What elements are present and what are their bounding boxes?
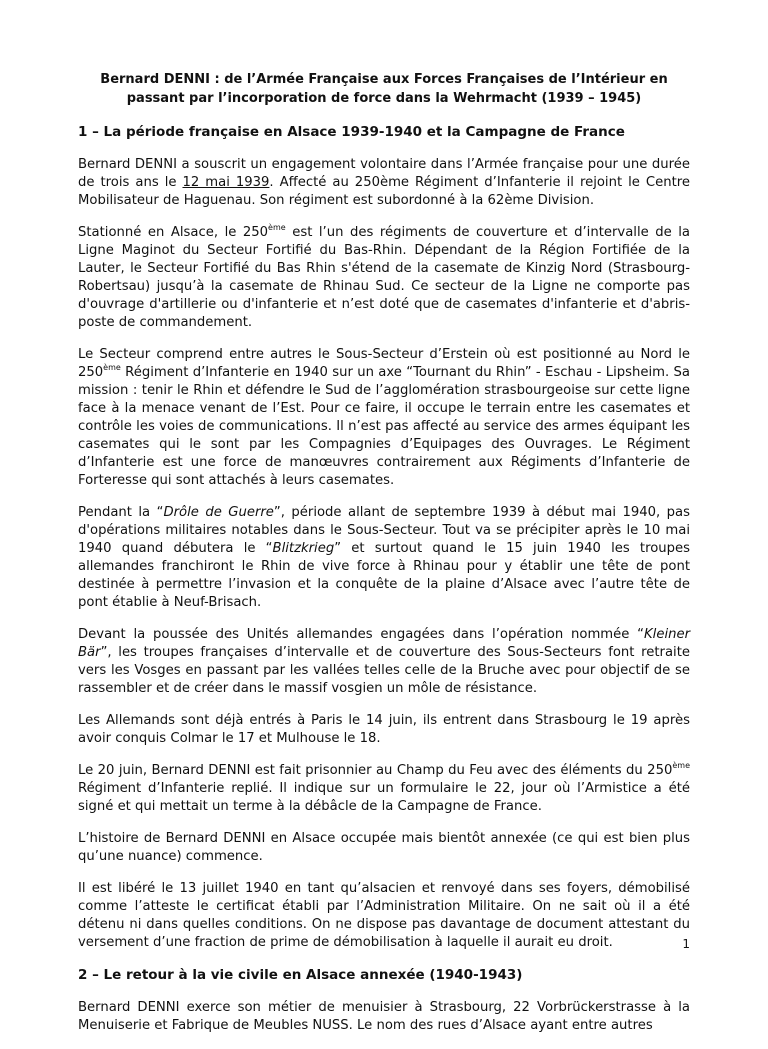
text: Stationné en Alsace, le 250 xyxy=(78,225,269,240)
text: Régiment d’Infanterie replié. Il indique sur un formulaire le 22, jour où l’Armistice a été signé et qui mettait un terme à la débâcle de la Campagne de France. xyxy=(78,781,690,814)
paragraph-6: Les Allemands sont déjà entrés à Paris le 14 juin, ils entrent dans Strasbourg le 19 après avoir conquis Colmar le 17 et Mulhouse le 18. xyxy=(78,713,690,746)
document-title xyxy=(78,70,690,108)
paragraph-10: Bernard DENNI exerce son métier de menuisier à Strasbourg, 22 Vorbrückerstrasse à la Menuiserie et Fabrique de Meubles NUSS. Le nom des rues d’Alsace ayant entre autres xyxy=(78,1000,690,1033)
paragraph-4 xyxy=(78,504,690,612)
section-1-heading: 1 – La période française en Alsace 1939-1940 et la Campagne de France xyxy=(78,124,625,140)
title-line-1: Bernard DENNI : de l’Armée Française aux Forces Françaises de l’Intérieur en xyxy=(100,72,668,87)
superscript: ème xyxy=(268,223,286,232)
text: Devant la poussée des Unités allemandes engagées dans l’opération nommée “ xyxy=(78,627,645,642)
superscript: ème xyxy=(103,363,121,372)
paragraph-2 xyxy=(78,224,690,332)
date-underlined: 12 mai 1939 xyxy=(182,175,270,190)
superscript: ème xyxy=(672,761,690,770)
paragraph-5 xyxy=(78,626,690,698)
text: Pendant la “ xyxy=(78,505,164,520)
title-line-2: passant par l’incorporation de force dans la Wehrmacht (1939 – 1945) xyxy=(126,91,642,106)
paragraph-8: L’histoire de Bernard DENNI en Alsace occupée mais bientôt annexée (ce qui est bien plus qu’une nuance) commence. xyxy=(78,831,690,864)
text: Le Secteur comprend entre autres le Sous-Secteur d’Erstein où est positionné au Nord le 250 xyxy=(78,347,690,380)
text: Régiment d’Infanterie en 1940 sur un axe “Tournant du Rhin” - Eschau - Lipsheim. Sa mission : tenir le Rhin et défendre le Sud de l’agglomération strasbourgeoise sur cette ligne face à la menace venant de l’Est. Pour ce faire, il occupe le terrain entre les casemates et contrôle les voies de communications. Il n’est pas affecté au service des armes équipant les casemates qui le sont par les Compagnies d’Equipages des Ouvrages. Le Régiment d’Infanterie est une force de manœuvres contrairement aux Régiments d’Infanterie de Forteresse qui sont attachés à leurs casemates. xyxy=(78,365,690,488)
italic-term: Drôle de Guerre xyxy=(163,505,274,520)
text: est l’un des régiments de couverture et d’intervalle de la Ligne Maginot du Secteur Fortifié du Bas-Rhin. Dépendant de la Région Fortifiée de la Lauter, le Secteur Fortifié du Bas Rhin s'étend de la casemate de Kinzig Nord (Strasbourg-Robertsau) jusqu’à la casemate de Rhinau Sud. Ce secteur de la Ligne ne comporte pas d'ouvrage d'artillerie ou d'infanterie et n’est doté que de casemates d'infanterie et d'abris-poste de commandement. xyxy=(78,225,690,330)
italic-term: Blitzkrieg xyxy=(272,541,335,556)
document-page xyxy=(78,70,690,1049)
text: ”, période allant de septembre 1939 à début mai 1940, pas d'opérations militaires notables dans le Sous-Secteur. Tout va se précipiter après le 10 mai 1940 quand débutera le “ xyxy=(78,505,690,556)
paragraph-1 xyxy=(78,156,690,210)
section-2-heading: 2 – Le retour à la vie civile en Alsace annexée (1940-1943) xyxy=(78,967,523,983)
paragraph-7 xyxy=(78,762,690,816)
page-number: 1 xyxy=(682,937,690,951)
paragraph-3 xyxy=(78,346,690,490)
text: ”, les troupes françaises d’intervalle et de couverture des Sous-Secteurs font retraite vers les Vosges en passant par les vallées telles celle de la Bruche avec pour objectif de se rassembler et de créer dans le massif vosgien un môle de résistance. xyxy=(78,645,690,696)
text: Le 20 juin, Bernard DENNI est fait prisonnier au Champ du Feu avec des éléments du 250 xyxy=(78,763,673,778)
text: . Affecté au 250ème Régiment d’Infanterie il rejoint le Centre Mobilisateur de Haguenau. Son régiment est subordonné à la 62ème Division. xyxy=(78,175,690,208)
text: ” et surtout quand le 15 juin 1940 les troupes allemandes franchiront le Rhin de vive force à Rhinau pour y établir une tête de pont destinée à permettre l’invasion et la conquête de la plaine d’Alsace avec l’autre tête de pont établie à Neuf-Brisach. xyxy=(78,541,691,610)
italic-term: Kleiner Bär xyxy=(78,627,690,660)
paragraph-9: Il est libéré le 13 juillet 1940 en tant qu’alsacien et renvoyé dans ses foyers, démobilisé comme l’atteste le certificat établi par l’Administration Militaire. On ne sait où il a été détenu ni dans quelles conditions. On ne dispose pas davantage de document attestant du versement d’une fraction de prime de démobilisation à laquelle il aurait eu droit. xyxy=(78,881,690,950)
text: Bernard DENNI a souscrit un engagement volontaire dans l’Armée française pour une durée de trois ans le xyxy=(78,157,690,190)
